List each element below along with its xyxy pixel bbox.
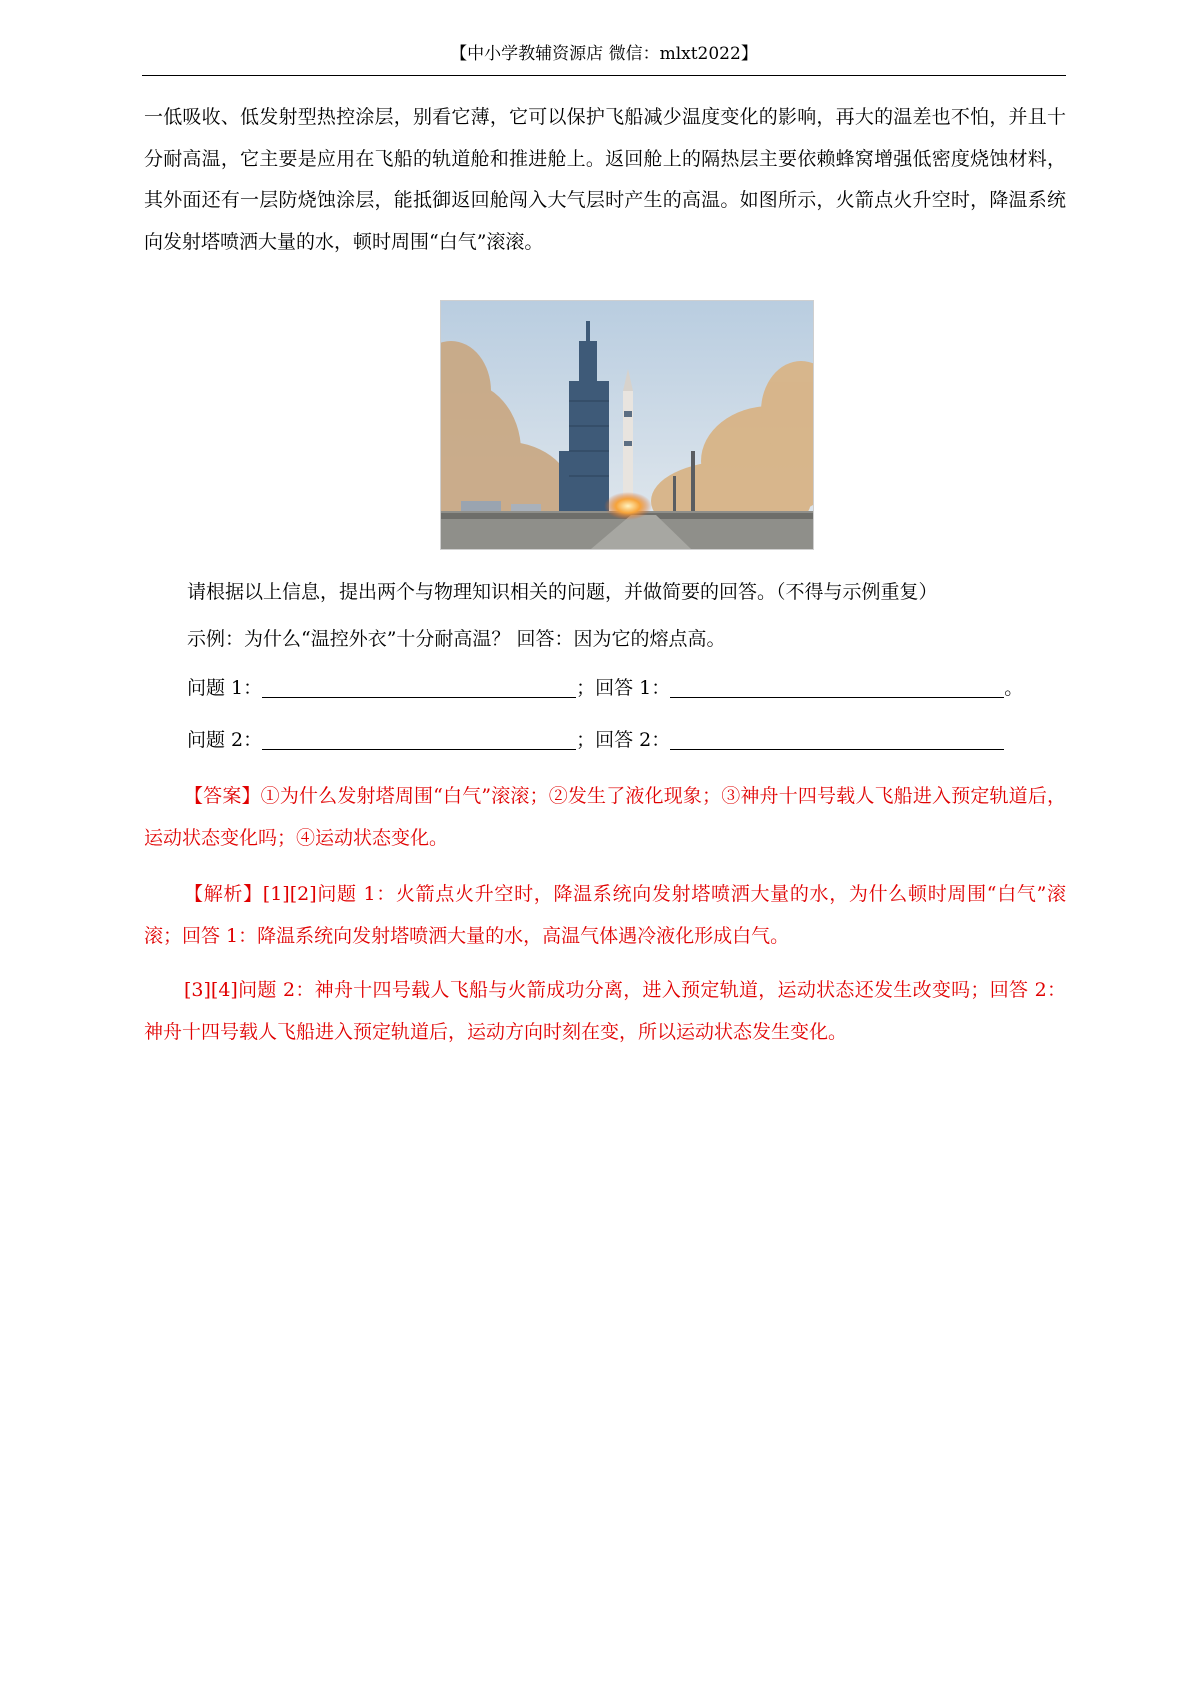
header-rule — [142, 75, 1066, 76]
rocket-launch-photo — [440, 300, 814, 550]
analysis-tag: 【解析】 — [184, 883, 263, 905]
question-2-label: 问题 2： — [187, 729, 263, 751]
answer-tag: 【答案】 — [184, 785, 261, 807]
answer-1-blank[interactable] — [670, 677, 1004, 698]
answer-2-blank[interactable] — [670, 729, 1004, 750]
answer-block — [144, 776, 1066, 859]
analysis-paragraph-2: [3][4]问题 2：神舟十四号载人飞船与火箭成功分离，进入预定轨道，运动状态还发生改变吗；回答 2：神舟十四号载人飞船进入预定轨道后，运动方向时刻在变，所以运动状态发生变化。 — [144, 979, 1066, 1043]
answer-text: ①为什么发射塔周围“白气”滚滚；②发生了液化现象；③神舟十四号载人飞船进入预定轨道后，运动状态变化吗；④运动状态变化。 — [144, 785, 1066, 849]
question-2-row — [187, 726, 1004, 754]
answer-1-label: ；回答 1： — [576, 677, 671, 699]
answer-2-label: ；回答 2： — [576, 729, 671, 751]
question-1-row — [187, 674, 1023, 702]
question-1-blank[interactable] — [262, 677, 576, 698]
analysis-p1: [1][2]问题 1：火箭点火升空时，降温系统向发射塔喷洒大量的水，为什么顿时周围“白气”滚滚；回答 1：降温系统向发射塔喷洒大量的水，高温气体遇冷液化形成白气。 — [144, 883, 1066, 947]
end-mark: 。 — [1004, 677, 1024, 699]
page-header: 【中小学教辅资源店 微信：mlxt2022】 — [450, 44, 758, 64]
analysis-block — [144, 874, 1066, 957]
intro-paragraph: 一低吸收、低发射型热控涂层，别看它薄，它可以保护飞船减少温度变化的影响，再大的温差也不怕，并且十分耐高温，它主要是应用在飞船的轨道舱和推进舱上。返回舱上的隔热层主要依赖蜂窝增强低密度烧蚀材料，其外面还有一层防烧蚀涂层，能抵御返回舱闯入大气层时产生的高温。如图所示，火箭点火升空时，降温系统向发射塔喷洒大量的水，顿时周围“白气”滚滚。 — [144, 106, 1066, 253]
question-prompt: 请根据以上信息，提出两个与物理知识相关的问题，并做简要的回答。（不得与示例重复） — [187, 581, 938, 603]
question-1-label: 问题 1： — [187, 677, 263, 699]
example-line: 示例：为什么“温控外衣”十分耐高温？ 回答：因为它的熔点高。 — [187, 628, 726, 650]
question-2-blank[interactable] — [262, 729, 576, 750]
